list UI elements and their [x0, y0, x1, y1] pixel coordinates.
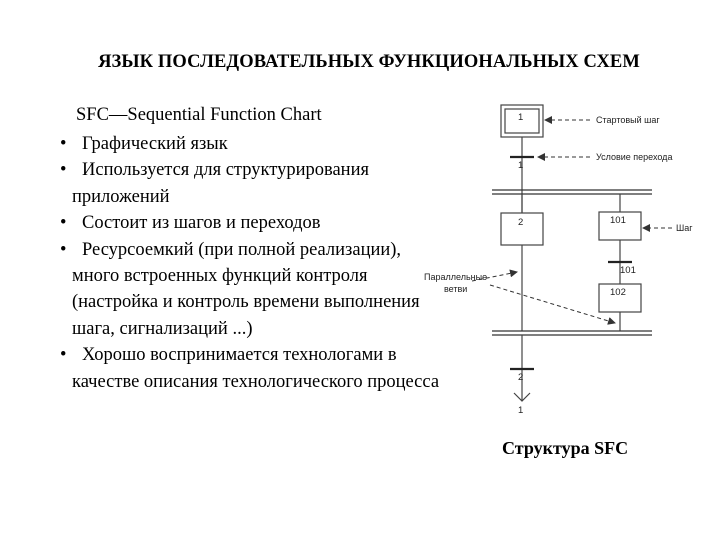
transition-2-number: 2: [518, 372, 524, 383]
step-2-number: 2: [518, 217, 524, 228]
bullet-text: Графический язык: [82, 134, 228, 154]
bullet-text: Хорошо воспринимается технологами в качестве описания технологического процесса: [72, 345, 440, 392]
bullet-dot: •: [60, 239, 67, 260]
label-start-step: Стартовый шаг: [596, 115, 660, 125]
step-102-number: 102: [610, 287, 626, 298]
bullet-item: [60, 237, 440, 343]
bullet-dot: •: [60, 160, 67, 181]
jump-target-number: 1: [518, 405, 524, 416]
label-parallel-1: Параллельные: [424, 272, 488, 282]
transition-101-number: 101: [620, 265, 636, 276]
label-transition: Условие перехода: [596, 152, 673, 162]
transition-1-number: 1: [518, 160, 524, 171]
bullet-item: [60, 342, 440, 395]
label-step: Шаг: [676, 223, 693, 233]
bullet-dot: •: [60, 134, 67, 154]
bullet-list: [60, 131, 440, 395]
bullet-dot: •: [60, 345, 67, 366]
step-101-number: 101: [610, 215, 626, 226]
sfc-diagram: [410, 95, 710, 435]
bullet-item: [60, 210, 440, 236]
slide-title: ЯЗЫК ПОСЛЕДОВАТЕЛЬНЫХ ФУНКЦИОНАЛЬНЫХ СХЕМ: [98, 52, 640, 72]
intro-text: SFC—Sequential Function Chart: [76, 105, 322, 125]
start-step-number: 1: [518, 112, 524, 123]
bullet-item: [60, 131, 440, 157]
label-parallel-2: ветви: [444, 284, 468, 294]
bullet-item: [60, 157, 440, 210]
diagram-caption: Структура SFC: [502, 438, 629, 458]
bullet-dot: •: [60, 213, 67, 234]
bullet-text: Используется для структурирования приложений: [72, 160, 369, 207]
bullet-text: Состоит из шагов и переходов: [82, 213, 321, 234]
bullet-text: Ресурсоемкий (при полной реализации), много встроенных функций контроля (настройка и контроль времени выполнения шага, сигнализаций ...): [72, 239, 420, 339]
